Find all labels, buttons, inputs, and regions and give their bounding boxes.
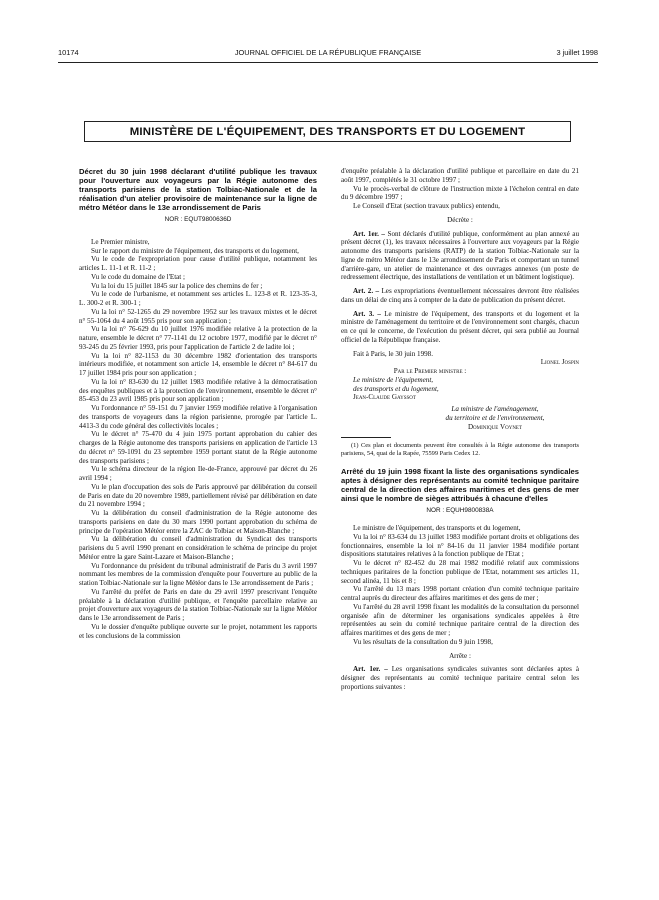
article-3-label: Art. 3. – bbox=[353, 309, 381, 318]
visa-paragraph: Vu le plan d'occupation des sols de Paris approuvé par délibération du conseil de Paris en date du 20 novembre 1989, partiellement révisé par délibération en date du 21 novembre 1994 ; bbox=[79, 482, 317, 509]
visa-paragraph: Vu l'ordonnance n° 59-151 du 7 janvier 1959 modifiée relative à l'organisation des transports de voyageurs dans la région parisienne, prorogée par l'article L. 4413-3 du code général des collectivités locales ; bbox=[79, 404, 317, 430]
arrete-paragraph: Vu l'arrêté du 28 avril 1998 fixant les modalités de la consultation du personnel organisée afin de déterminer les organisations syndicales appelées à être représentées au sein du comité technique paritaire central de la direction des affaires maritimes et des gens de mer ; bbox=[341, 602, 579, 637]
left-column bbox=[79, 167, 317, 640]
ministry-title: MINISTÈRE DE L'ÉQUIPEMENT, DES TRANSPORTS ET DU LOGEMENT bbox=[129, 125, 526, 138]
visa-paragraph: Vu la délibération du conseil d'administration du Syndicat des transports parisiens du 5 avril 1990 prenant en considération le schéma de principe du projet Météor entre la gare Saint-Lazare et Maison-Blanche ; bbox=[79, 535, 317, 561]
issue-date: 3 juillet 1998 bbox=[556, 48, 598, 57]
pm-signature: Lionel Jospin bbox=[540, 358, 579, 367]
article-1-label: Art. 1er. – bbox=[353, 229, 385, 238]
arrete-article-1-text: Les organisations syndicales suivantes sont déclarées aptes à désigner des représentants au comité technique paritaire central selon les proportions suivantes : bbox=[341, 665, 580, 691]
visa-paragraph: Vu la loi n° 82-1153 du 30 décembre 1982 d'orientation des transports intérieurs modifiée, et notamment son article 14, ensemble le décret n° 84-617 du 17 juillet 1984 pris pour son application ; bbox=[79, 351, 317, 377]
decrete-word: Décrète : bbox=[447, 215, 473, 224]
article-3-text: Le ministre de l'équipement, des transports et du logement et la ministre de l'aménagement du territoire et de l'environnement sont chargés, chacun en ce qui le concerne, de l'exécution du présent décret, qui sera publié au Journal officiel de la République française. bbox=[341, 309, 579, 344]
arrete-article-1 bbox=[341, 665, 579, 691]
page-header bbox=[58, 48, 598, 62]
footnote: (1) Ces plan et documents peuvent être consultés à la Régie autonome des transports parisiens, 54, quai de la Rapée, 75599 Paris Cedex 12. bbox=[341, 442, 579, 458]
minister2-title-line2: du territoire et de l'environnement, bbox=[445, 413, 545, 422]
visa-paragraph: Vu le procès-verbal de clôture de l'instruction mixte à l'échelon central en date du 9 décembre 1997 ; bbox=[341, 184, 579, 202]
arrete-word: Arrête : bbox=[449, 651, 471, 660]
minister2-title-line1: La ministre de l'aménagement, bbox=[451, 405, 539, 413]
visa-paragraph: Vu le décret n° 75-470 du 4 juin 1975 portant approbation du cahier des charges de la Régie autonome des transports parisiens en application de l'article 13 du décret n° 59-1091 du 23 septembre 1959 portant statut de la Régie autonome des transports parisiens ; bbox=[79, 430, 317, 465]
minister1-signature: Jean-Claude Gayssot bbox=[353, 393, 416, 402]
visa-paragraph: Vu le code du domaine de l'Etat ; bbox=[91, 272, 186, 281]
article-1-text: Sont déclarés d'utilité publique, conformément au plan annexé au présent décret (1), les travaux nécessaires à l'ouverture aux voyageurs par la Régie autonome des transports parisiens (RATP) de la station Tolbiac-Nationale sur la ligne de métro Météor dans le 13e arrondissement de Paris et comportant un tunnel d'arrière-gare, un atelier de maintenance et des ouvrages annexes (un poste de redressement électrique, des installations de ventilation et un bâtiment logistique). bbox=[341, 229, 579, 282]
visa-paragraph: Sur le rapport du ministre de l'équipement, des transports et du logement, bbox=[91, 246, 299, 255]
arrete-nor: NOR : EQUH9800838A bbox=[426, 507, 494, 515]
visa-paragraph: Vu le schéma directeur de la région Ile-de-France, approuvé par décret du 26 avril 1994 ; bbox=[79, 465, 317, 482]
visa-paragraph: Vu la loi n° 76-629 du 10 juillet 1976 modifiée relative à la protection de la nature, ensemble le décret n° 77-1141 du 12 octobre 1977, modifié par le décret n° 93-245 du 25 février 1993, pris pour l'application de l'article 2 de ladite loi ; bbox=[79, 325, 317, 351]
visa-paragraph: Le Conseil d'Etat (section travaux publics) entendu, bbox=[353, 202, 500, 210]
visa-paragraph: Vu la loi du 15 juillet 1845 sur la police des chemins de fer ; bbox=[91, 281, 263, 290]
visa-paragraph: Vu le code de l'expropriation pour cause d'utilité publique, notamment les articles L. 11-1 et R. 11-2 ; bbox=[79, 255, 317, 272]
visa-paragraph: Vu l'ordonnance du président du tribunal administratif de Paris du 3 avril 1997 nommant les membres de la commission d'enquête pour l'ouverture au public de la station Tolbiac-Nationale sur la ligne Météor dans le 13e arrondissement de Paris ; bbox=[79, 561, 317, 587]
done-at: Fait à Paris, le 30 juin 1998. bbox=[353, 349, 433, 358]
article-3 bbox=[341, 310, 579, 345]
arrete-paragraph: Vu la loi n° 83-634 du 13 juillet 1983 modifiée portant droits et obligations des fonctionnaires, ensemble la loi n° 84-16 du 11 janvier 1984 modifiée portant dispositions statutaires relatives à la fonction publique de l'Etat ; bbox=[341, 532, 579, 559]
article-2 bbox=[341, 287, 579, 305]
header-rule bbox=[58, 62, 598, 63]
visa-paragraph: Vu le code de l'urbanisme, et notamment ses articles L. 123-8 et R. 123-35-3, L. 300-2 et R. 300-1 ; bbox=[79, 290, 317, 307]
arrete-paragraph: Le ministre de l'équipement, des transports et du logement, bbox=[353, 524, 521, 532]
arrete-paragraph: Vu les résultats de la consultation du 9 juin 1998, bbox=[353, 637, 493, 646]
minister2-signature: Dominique Voynet bbox=[467, 422, 523, 431]
visa-continuation: d'enquête préalable à la déclaration d'utilité publique et parcellaire en date du 21 août 1997, complétés le 31 octobre 1997 ; bbox=[341, 167, 579, 184]
article-2-text: Les expropriations éventuellement nécessaires devront être réalisées dans un délai de cinq ans à compter de la date de publication du présent décret. bbox=[341, 287, 579, 304]
arrete-title: Arrêté du 19 juin 1998 fixant la liste des organisations syndicales aptes à désigner des représentants au comité technique paritaire central de la direction des affaires maritimes et des gens de mer ainsi que le nombre de sièges attribués à chacune d'elles bbox=[341, 467, 579, 504]
decree-nor: NOR : EQUT9800636D bbox=[164, 216, 232, 223]
journal-title: JOURNAL OFFICIEL DE LA RÉPUBLIQUE FRANÇAISE bbox=[234, 48, 422, 57]
footnote-rule bbox=[341, 437, 391, 438]
article-1 bbox=[341, 230, 579, 283]
decree-title: Décret du 30 juin 1998 déclarant d'utilité publique les travaux pour l'ouverture aux voyageurs par la Régie autonome des transports parisiens de la station Tolbiac-Nationale et de la réalisation d'un atelier provisoire de maintenance sur la ligne de métro Météor dans le 13e arrondissement de Paris bbox=[79, 167, 317, 212]
ministry-heading bbox=[84, 121, 571, 142]
visa-paragraph: Vu l'arrêté du préfet de Paris en date du 29 avril 1997 prescrivant l'enquête préalable à la déclaration d'utilité publique, et l'enquête parcellaire relative au projet d'ouverture aux voyageurs de la station Tolbiac-Nationale sur la ligne Météor dans le 13e arrondissement de Paris ; bbox=[79, 587, 317, 622]
visa-paragraph: Le Premier ministre, bbox=[91, 237, 150, 246]
arrete-paragraph: Vu le décret n° 82-452 du 28 mai 1982 modifié relatif aux commissions techniques paritaires de la fonction publique de l'Etat, notamment ses articles 11, second alinéa, 11 bis et 8 ; bbox=[341, 559, 579, 585]
visa-paragraph: Vu la loi n° 52-1265 du 29 novembre 1952 sur les travaux mixtes et le décret n° 55-1064 du 4 août 1955 pris pour son application ; bbox=[79, 307, 317, 325]
minister1-title-line1: Le ministre de l'équipement, bbox=[353, 375, 434, 384]
page-number: 10174 bbox=[58, 48, 79, 57]
minister1-title-line2: des transports et du logement, bbox=[353, 384, 439, 393]
arrete-article-1-label: Art. 1er. – bbox=[353, 665, 388, 674]
article-2-label: Art. 2. – bbox=[353, 287, 380, 295]
by-pm: Par le Premier ministre : bbox=[393, 367, 467, 375]
right-column bbox=[341, 167, 579, 692]
visa-paragraph: Vu le dossier d'enquête publique ouverte sur le projet, notamment les rapports et les conclusions de la commission bbox=[79, 622, 317, 640]
visa-paragraph: Vu la loi n° 83-630 du 12 juillet 1983 modifiée relative à la démocratisation des enquêtes publiques et à la protection de l'environnement, ensemble le décret n° 85-453 du 23 avril 1985 pris pour son application ; bbox=[79, 377, 317, 404]
arrete-paragraph: Vu l'arrêté du 13 mars 1998 portant création d'un comité technique paritaire central auprès du directeur des affaires maritimes et des gens de mer ; bbox=[341, 585, 579, 602]
visa-paragraph: Vu la délibération du conseil d'administration de la Régie autonome des transports parisiens en date du 30 mars 1990 portant approbation du schéma de principe de l'opération Météor entre la ZAC de Tolbiac et Maison-Blanche ; bbox=[79, 509, 317, 535]
